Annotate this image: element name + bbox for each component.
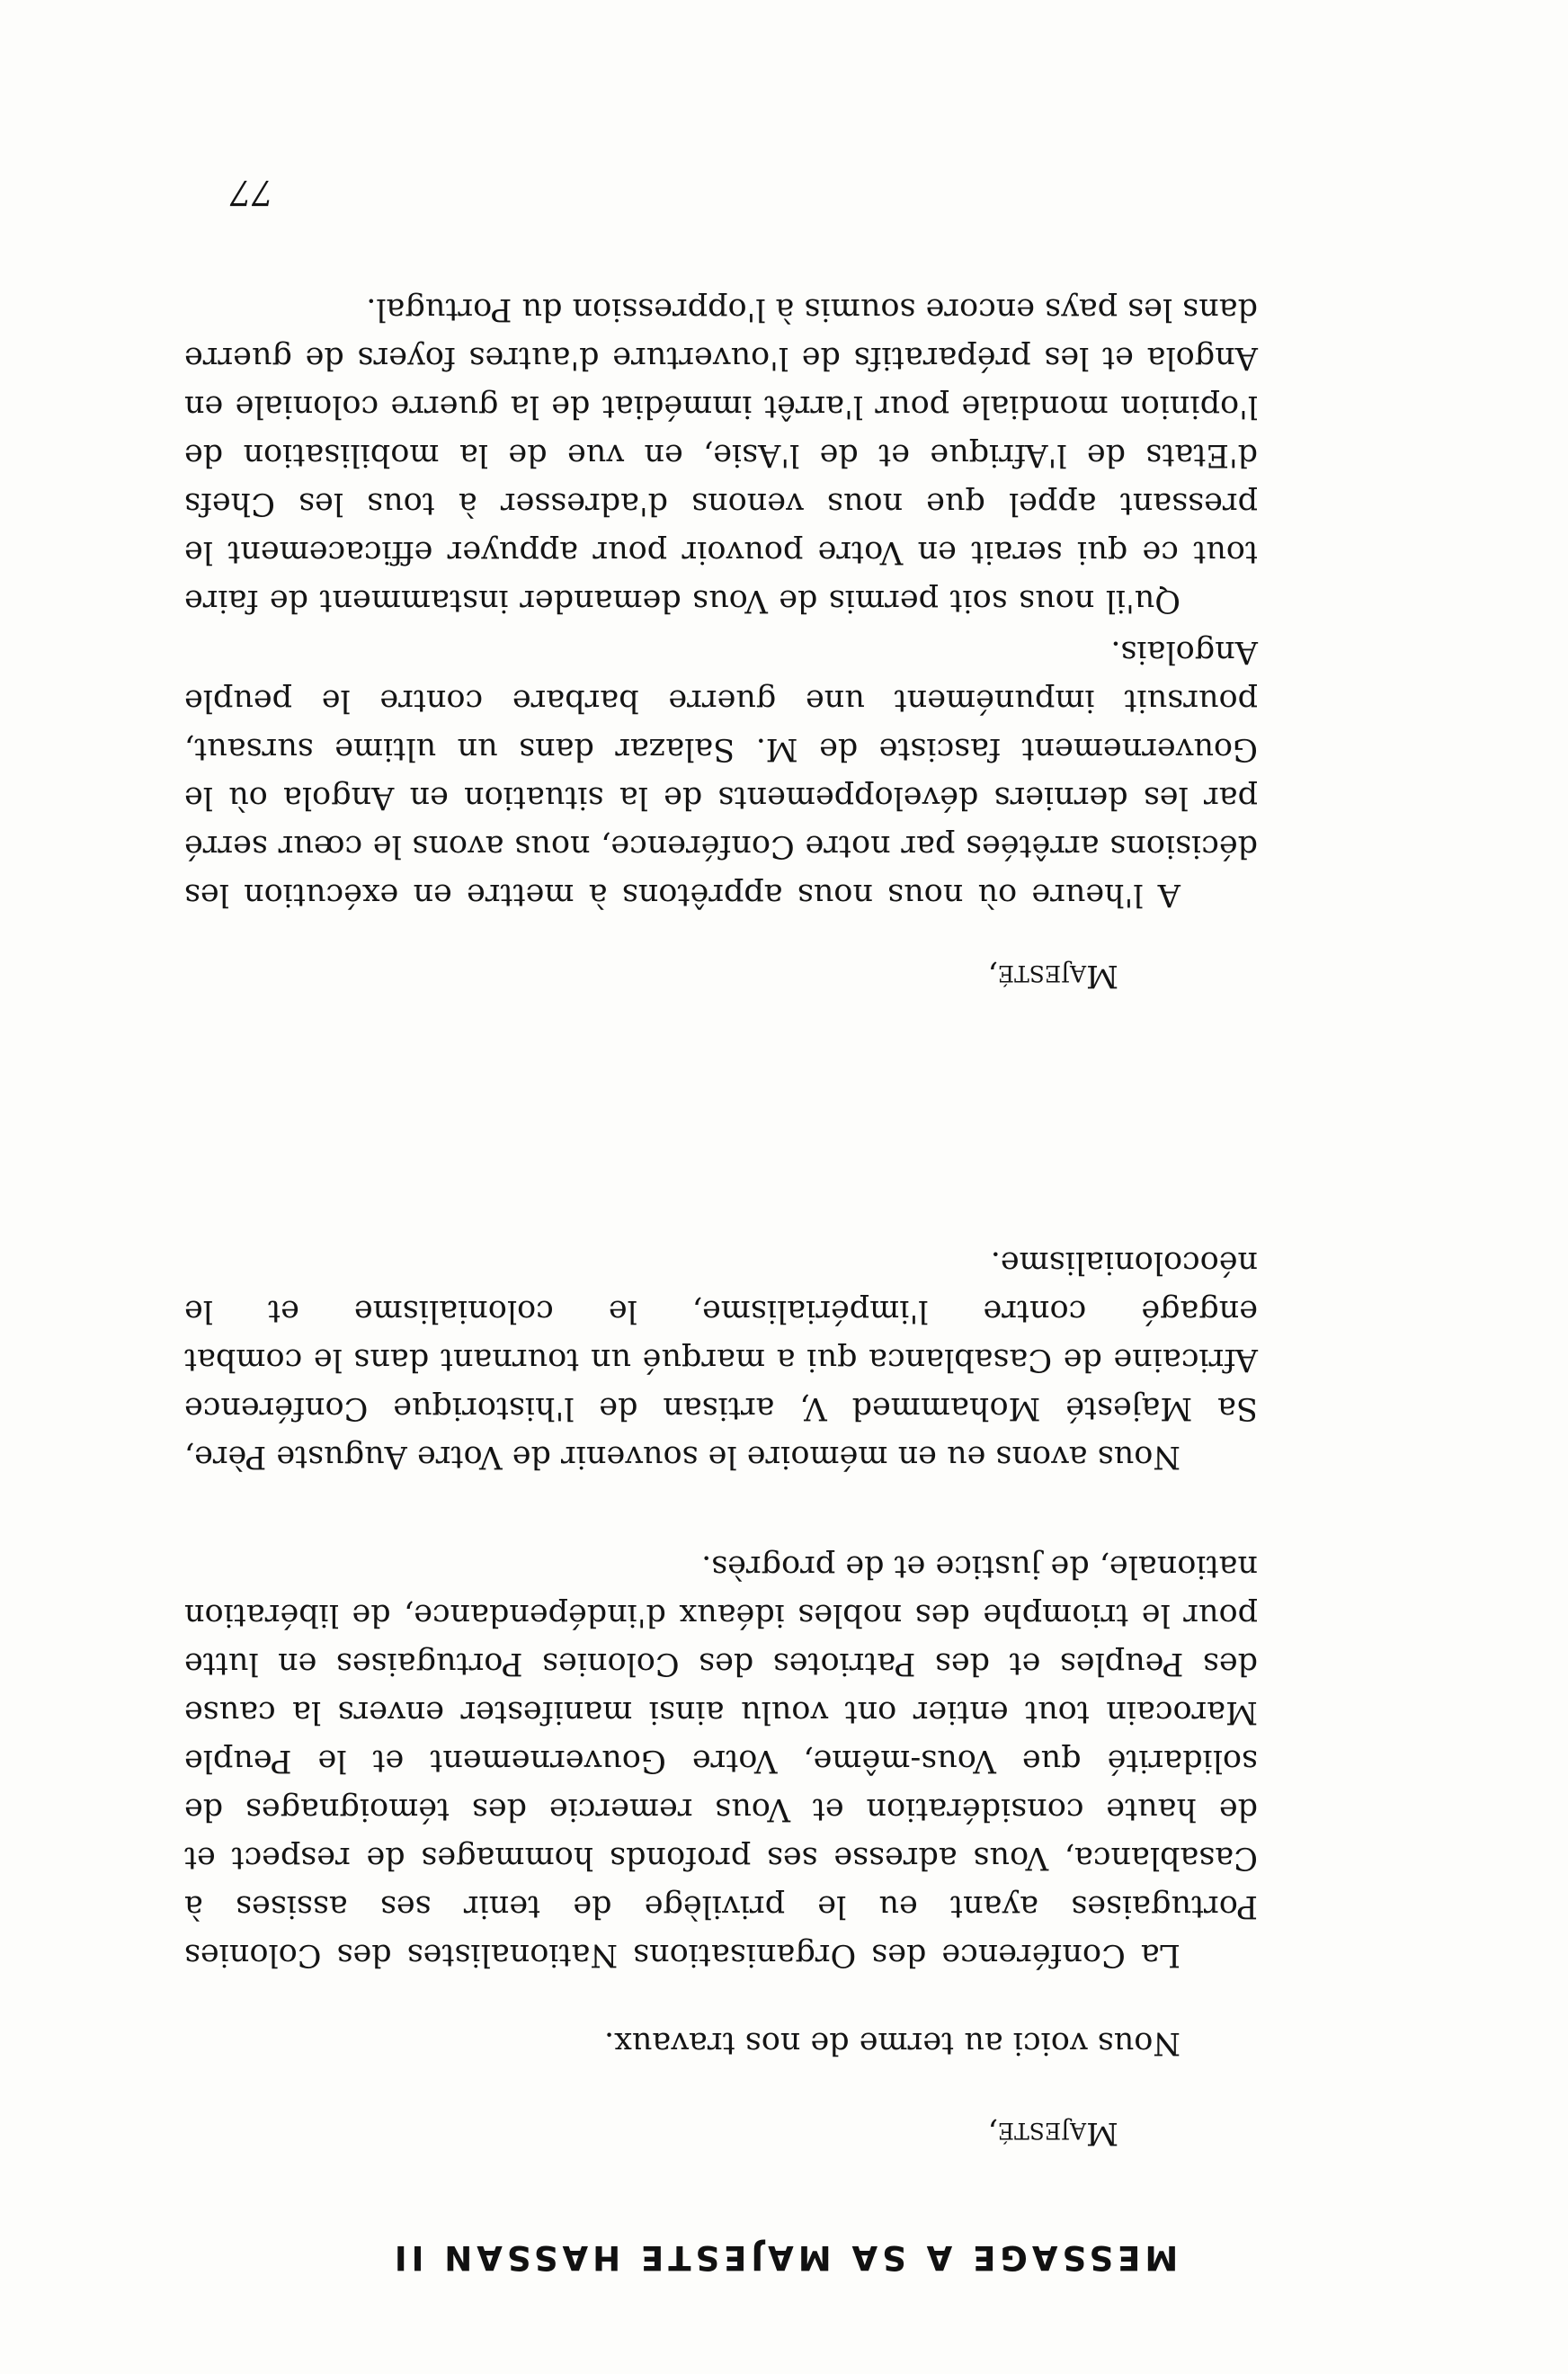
salutation-majeste-2: Majesté, bbox=[987, 958, 1118, 994]
paragraph-angola bbox=[184, 628, 1258, 919]
paragraph-appel bbox=[184, 285, 1258, 625]
page-number: 77 bbox=[229, 173, 273, 212]
page-title: MESSAGE A SA MAJESTE HASSAN II bbox=[389, 2238, 1179, 2277]
intro-text: Nous voici au terme de nos travaux. bbox=[603, 2025, 1180, 2061]
paragraph-memoire-text: Nous avons eu en mémoire le souvenir de Votre Auguste Père, Sa Majesté Mohammed V, artisan de l'historique Conférence Africaine de Casablanca qui a marqué un tournant dans le combat engagé contre l'impérialisme, le colonialisme et le néocolonialisme. bbox=[184, 1245, 1258, 1475]
paragraph-conference bbox=[184, 1542, 1258, 1979]
salutation-majeste-1: Majesté, bbox=[987, 2115, 1118, 2151]
paragraph-appel-text: Qu'il nous soit permis de Vous demander instamment de faire tout ce qui serait en Votre pouvoir pour appuyer efficacement le pressant appel que nous venons d'adresser à tous les Chefs d'Etats de l'Afrique et de l'Asie, en vue de la mobilisation de l'opinion mondiale pour l'arrêt immédiat de la guerre coloniale en Angola et les préparatifs de l'ouverture d'autres foyers de guerre dans les pays encore soumis à l'oppression du Portugal. bbox=[184, 291, 1258, 619]
intro-paragraph bbox=[184, 2019, 1258, 2067]
paragraph-memoire bbox=[184, 1238, 1258, 1481]
paragraph-angola-text: A l'heure où nous nous apprêtons à mettre en exécution les décisions arrêtées par notre Conférence, nous avons le cœur serré par les derniers développements de la situation en Angola où le Gouvernement fasciste de M. Salazar dans un ultime sursaut, poursuit impunément une guerre barbare contre le peuple Angolais. bbox=[184, 634, 1258, 913]
paragraph-conference-text: La Conférence des Organisations Nationalistes des Colonies Portugaises ayant eu le privilège de tenir ses assises à Casablanca, Vous adresse ses profonds hommages de respect et de haute considération et Vous remercie des témoignages de solidarité que Vous-même, Votre Gouvernement et le Peuple Marocain tout entier ont voulu ainsi manifester envers la cause des Peuples et des Patriotes des Colonies Portugaises en lutte pour le triomphe des nobles idéaux d'indépendance, de libération nationale, de justice et de progrès. bbox=[184, 1548, 1258, 1973]
